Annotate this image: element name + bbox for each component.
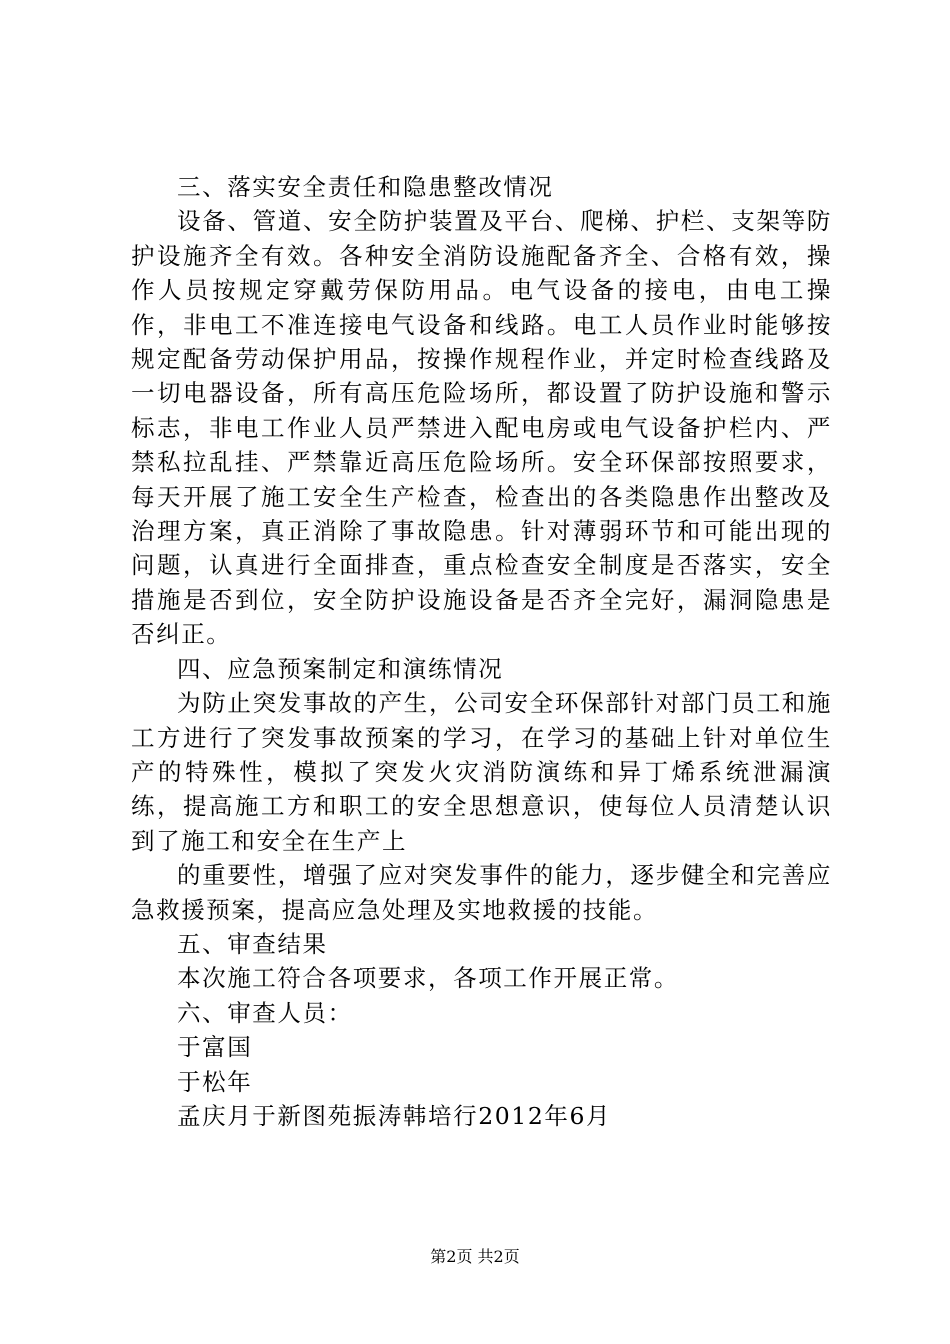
reviewer-names-and-date: 孟庆月于新图苑振涛韩培行2012年6月	[177, 1101, 612, 1130]
reviewer-name-1: 于富国	[177, 1033, 253, 1062]
section-heading-4: 四、应急预案制定和演练情况	[177, 654, 504, 683]
section-heading-5: 五、审查结果	[177, 929, 328, 958]
paragraph-review-result: 本次施工符合各项要求，各项工作开展正常。	[177, 964, 679, 993]
reviewer-name-2: 于松年	[177, 1067, 253, 1096]
section-heading-3: 三、落实安全责任和隐患整改情况	[177, 173, 554, 201]
section-heading-6: 六、审查人员：	[177, 998, 353, 1027]
page-footer: 第2页 共2页	[430, 1247, 520, 1266]
paragraph-emergency-plan-continued: 的重要性，增强了应对突发事件的能力，逐步健全和完善应急救援预案，提高应急处理及实地救援的技能。	[131, 861, 832, 924]
paragraph-emergency-plan: 为防止突发事故的产生，公司安全环保部针对部门员工和施工方进行了突发事故预案的学习，在学习的基础上针对单位生产的特殊性，模拟了突发火灾消防演练和异丁烯系统泄漏演练，提高施工方和职工的安全思想意识，使每位人员清楚认识到了施工和安全在生产上	[131, 689, 832, 855]
paragraph-safety-measures: 设备、管道、安全防护装置及平台、爬梯、护栏、支架等防护设施齐全有效。各种安全消防设施配备齐全、合格有效，操作人员按规定穿戴劳保防用品。电气设备的接电，由电工操作，非电工不准连接电气设备和线路。电工人员作业时能够按规定配备劳动保护用品，按操作规程作业，并定时检查线路及一切电器设备，所有高压危险场所，都设置了防护设施和警示标志，非电工作业人员严禁进入配电房或电气设备护栏内、严禁私拉乱挂、严禁靠近高压危险场所。安全环保部按照要求，每天开展了施工安全生产检查，检查出的各类隐患作出整改及治理方案，真正消除了事故隐患。针对薄弱环节和可能出现的问题，认真进行全面排查，重点检查安全制度是否落实，安全措施是否到位，安全防护设施设备是否齐全完好，漏洞隐患是否纠正。	[131, 207, 832, 649]
document-body	[131, 170, 832, 1133]
